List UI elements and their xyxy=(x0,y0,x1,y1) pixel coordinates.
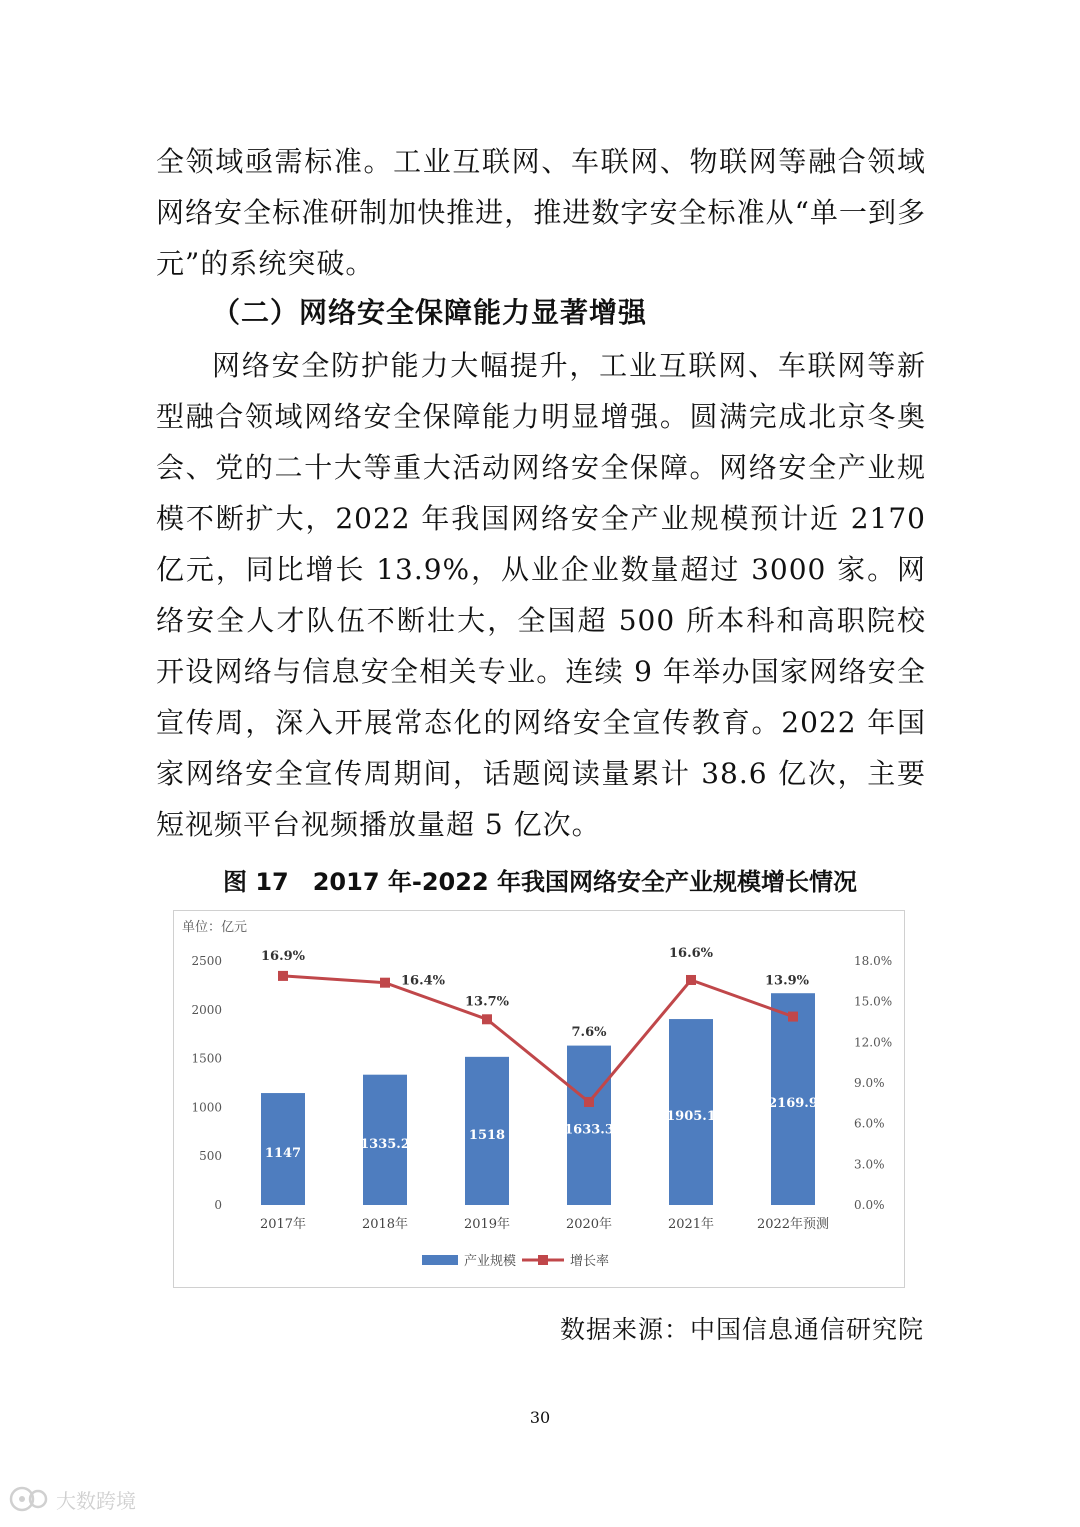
right-axis-tick-label: 18.0% xyxy=(854,954,893,968)
right-axis-tick-label: 15.0% xyxy=(854,994,893,1009)
watermark xyxy=(8,1482,136,1516)
data-source: 数据来源：中国信息通信研究院 xyxy=(559,1315,924,1344)
bar-data-label: 1633.3 xyxy=(564,1122,614,1138)
right-axis-tick-label: 3.0% xyxy=(854,1157,885,1172)
growth-rate-label: 7.6% xyxy=(571,1024,607,1040)
growth-rate-label: 16.6% xyxy=(668,945,714,961)
left-axis-tick-label: 500 xyxy=(199,1149,222,1164)
right-axis-tick-label: 6.0% xyxy=(854,1116,885,1131)
x-axis-tick-label: 2022年预测 xyxy=(756,1217,830,1232)
left-axis-tick-label: 0 xyxy=(214,1198,222,1212)
growth-rate-label: 13.9% xyxy=(764,973,810,989)
legend-swatch-marker xyxy=(538,1255,548,1265)
growth-rate-line xyxy=(283,973,793,1102)
bar-data-label: 1518 xyxy=(468,1127,506,1143)
right-axis-tick-label: 9.0% xyxy=(854,1076,885,1090)
x-axis-tick-label: 2019年 xyxy=(463,1217,511,1232)
growth-rate-label: 13.7% xyxy=(464,994,510,1010)
bar-data-label: 2169.9 xyxy=(768,1096,818,1112)
section-heading: （二）网络安全保障能力显著增强 xyxy=(212,296,648,329)
growth-rate-point xyxy=(380,978,390,988)
growth-rate-point xyxy=(788,1012,798,1022)
growth-rate-label: 16.9% xyxy=(260,948,306,964)
growth-rate-point xyxy=(482,1014,492,1024)
page-number: 30 xyxy=(529,1408,551,1427)
left-axis-tick-label: 2000 xyxy=(191,1002,222,1017)
legend-swatch-bar xyxy=(422,1255,458,1265)
growth-rate-point xyxy=(686,975,696,985)
chart-frame xyxy=(173,910,905,1288)
chart-legend xyxy=(422,1253,609,1269)
left-axis-tick-label: 1500 xyxy=(191,1051,222,1066)
paragraph-standards: 全领域亟需标准。工业互联网、车联网、物联网等融合领域网络安全标准研制加快推进，推进数字安全标准从“单一到多元”的系统突破。 xyxy=(156,145,926,280)
watermark-text: 大数跨境 xyxy=(56,1488,136,1513)
x-axis-tick-label: 2017年 xyxy=(259,1217,307,1232)
x-axis-tick-label: 2021年 xyxy=(667,1217,715,1232)
unit-label: 单位：亿元 xyxy=(182,920,248,935)
right-axis-tick-label: 0.0% xyxy=(854,1198,885,1212)
figure-title: 图 17 2017 年-2022 年我国网络安全产业规模增长情况 xyxy=(222,868,858,896)
growth-rate-point xyxy=(278,971,288,981)
left-axis-tick-label: 1000 xyxy=(191,1100,222,1115)
left-axis-tick-label: 2500 xyxy=(191,954,222,968)
x-axis-tick-label: 2020年 xyxy=(565,1217,613,1232)
paragraph-security-capability: 网络安全防护能力大幅提升，工业互联网、车联网等新型融合领域网络安全保障能力明显增强。圆满完成北京冬奥会、党的二十大等重大活动网络安全保障。网络安全产业规模不断扩大，2022 年我国网络安全产业规模预计近 2170 亿元，同比增长 13.9%，从业企业数量超过 3000 家。网络安全人才队伍不断壮大，全国超 500 所本科和高职院校开设网络与信息安全相关专业。连续 9 年举办国家网络安全宣传周，深入开展常态化的网络安全宣传教育。2022 年国家网络安全宣传周期间，话题阅读量累计 38.6 亿次，主要短视频平台视频播放量超 5 亿次。 xyxy=(156,349,926,841)
growth-rate-point xyxy=(584,1097,594,1107)
x-axis-tick-label: 2018年 xyxy=(361,1217,409,1232)
growth-rate-label: 16.4% xyxy=(400,973,446,989)
bar-data-label: 1147 xyxy=(264,1146,302,1162)
legend-label-line: 增长率 xyxy=(570,1254,610,1269)
bar-data-label: 1905.1 xyxy=(666,1109,716,1125)
watermark-logo-icon xyxy=(8,1484,50,1514)
industry-scale-chart xyxy=(174,911,904,1287)
bar-data-label: 1335.2 xyxy=(360,1136,410,1152)
right-axis-tick-label: 12.0% xyxy=(854,1035,893,1050)
legend-label-bar: 产业规模 xyxy=(464,1254,517,1269)
